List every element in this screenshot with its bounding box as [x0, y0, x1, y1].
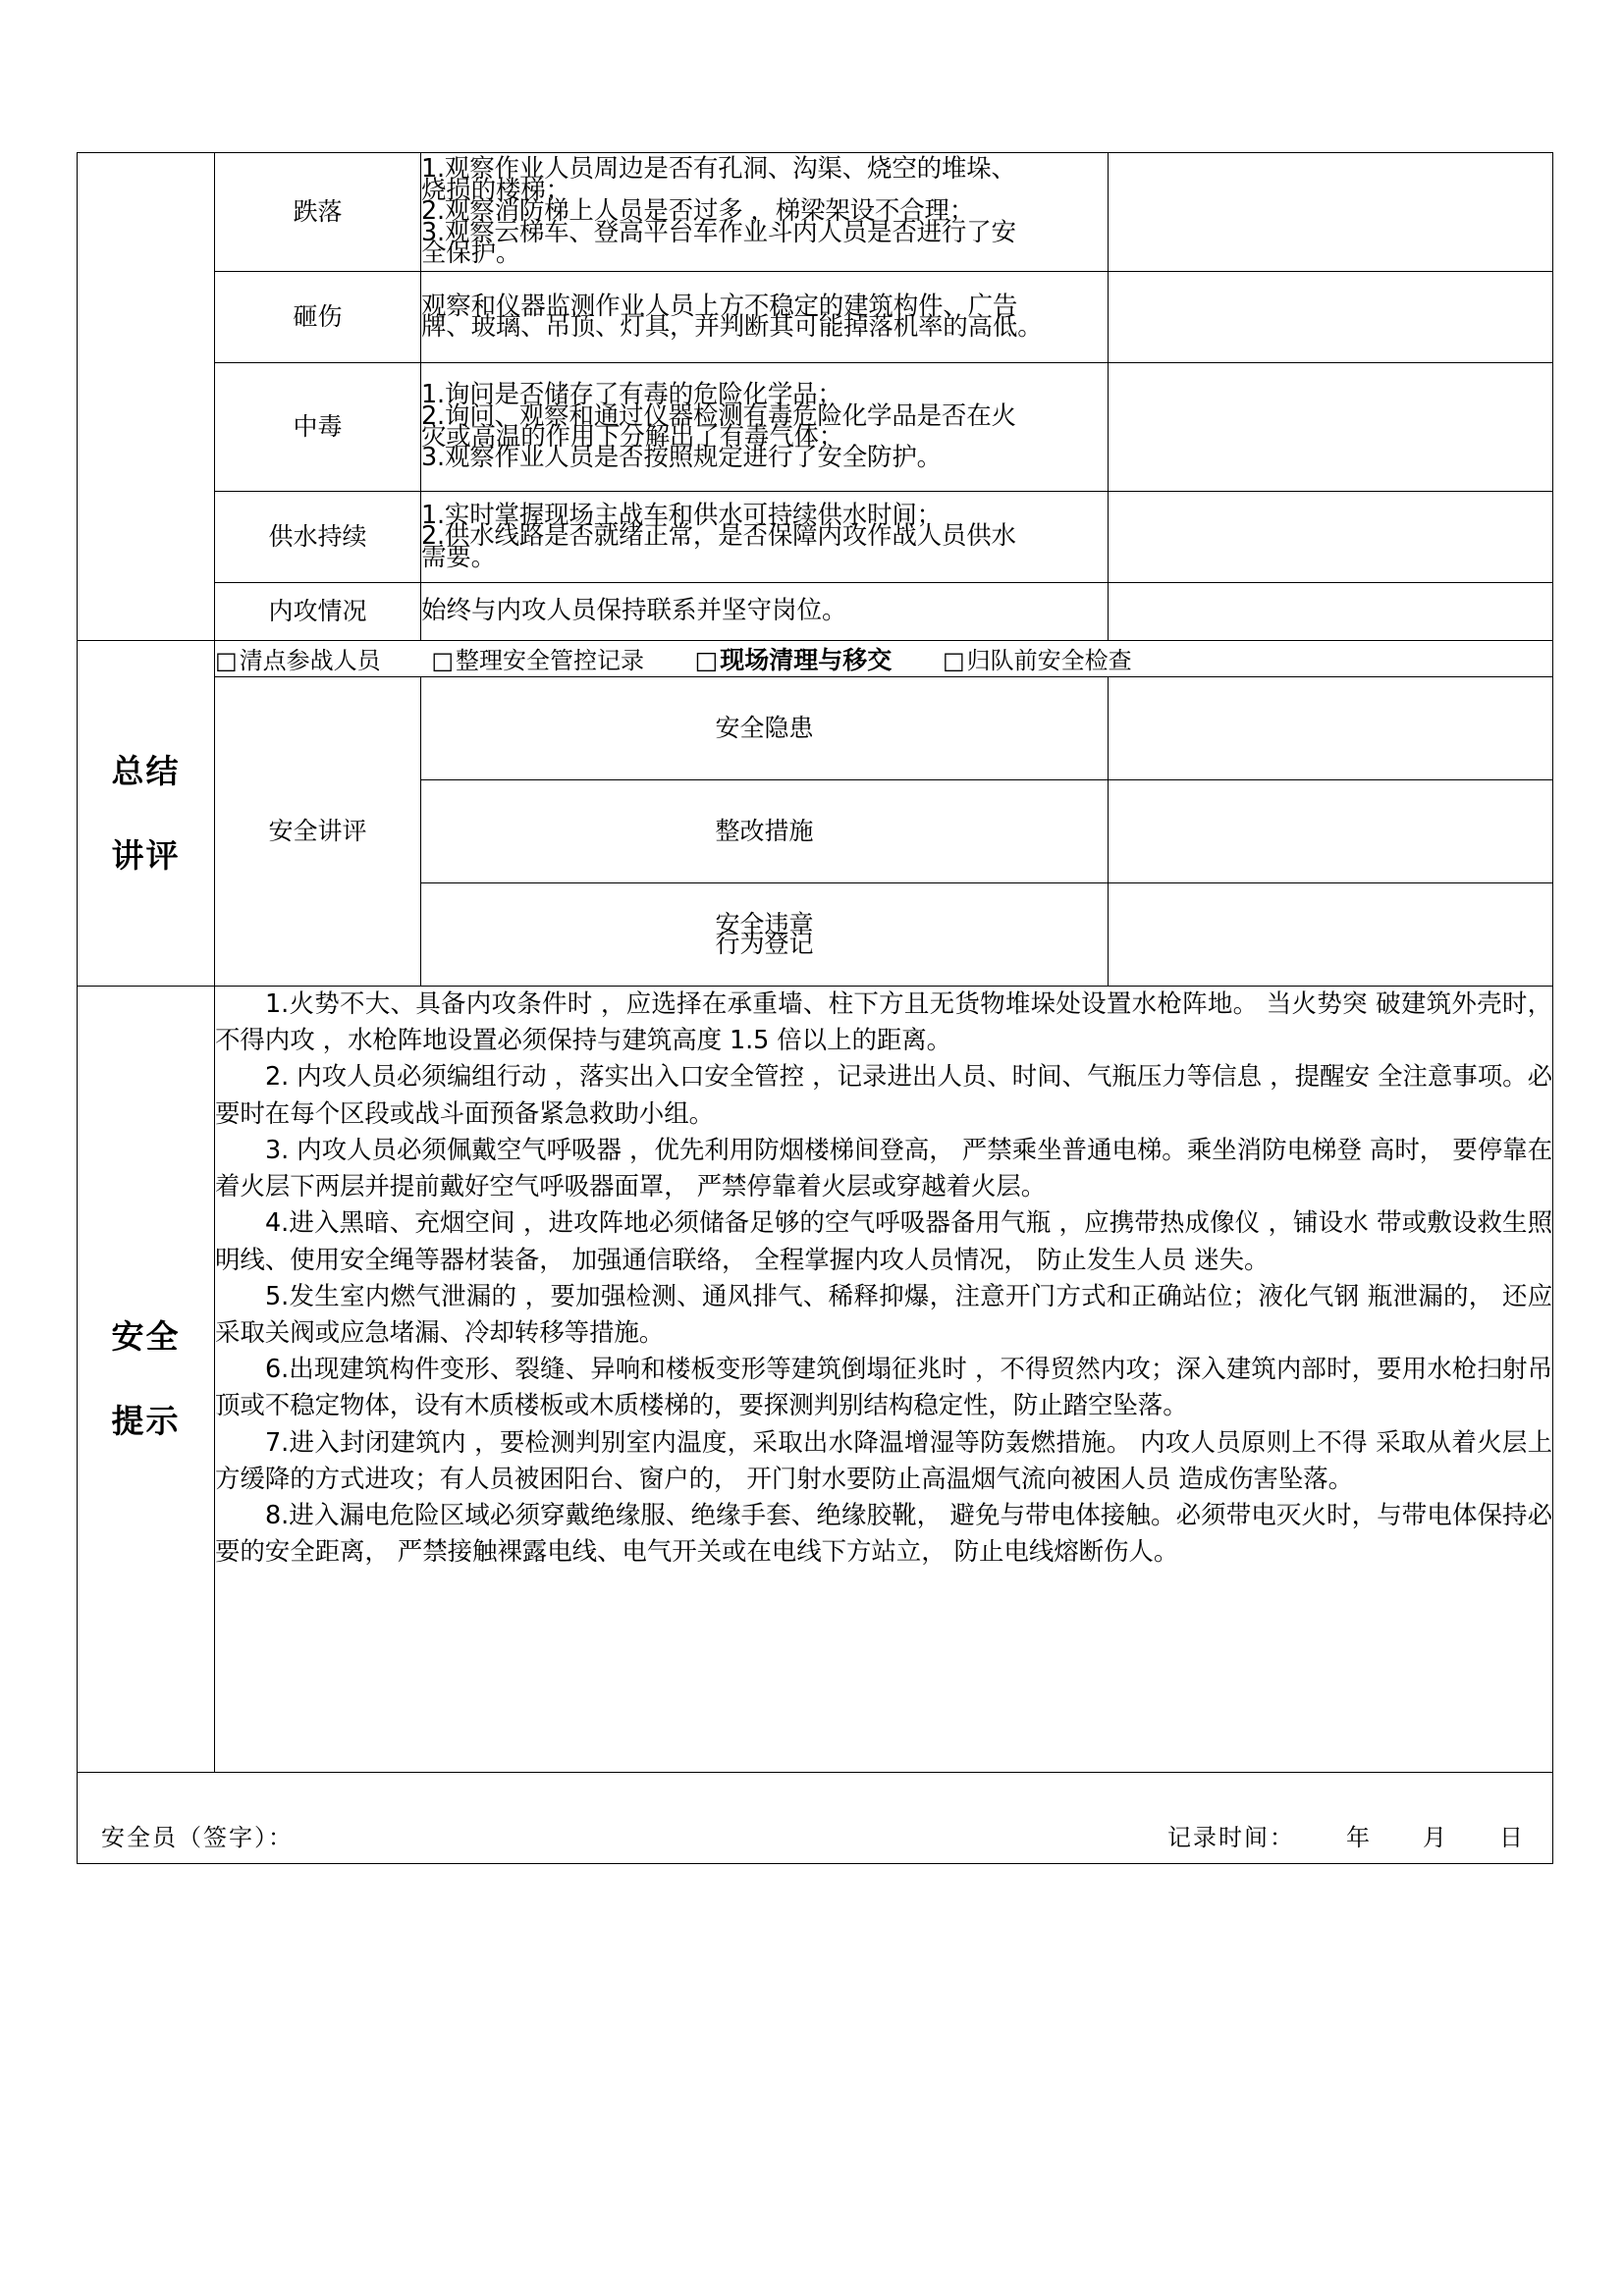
hazard-check-cell[interactable] [1109, 363, 1553, 492]
checkbox-icon[interactable]: □ [215, 647, 238, 674]
form-sheet [77, 152, 1552, 1864]
hazard-desc-line: 1.实时掌握现场主战车和供水可持续供水时间； [421, 500, 942, 530]
table-row-safety-hazard [78, 677, 1553, 780]
safety-tip-paragraph: 8.进入漏电危险区域必须穿戴绝缘服、绝缘手套、绝缘胶靴， 避免与带电体接触。必须带电灭火时，与带电体保持必要的安全距离， 严禁接触裸露电线、电气开关或在电线下方站立， 防止电线熔断伤人。 [215, 1501, 1552, 1568]
checkbox-label: 归队前安全检查 [966, 647, 1132, 674]
safety-tip-paragraph: 4.进入黑暗、充烟空间 ，进攻阵地必须储备足够的空气呼吸器备用气瓶 ，应携带热成像仪 ，铺设水 带或敷设救生照明线、使用安全绳等器材装备， 加强通信联络， 全程掌握内攻人员情况， 防止发生人员 迷失。 [215, 1208, 1552, 1275]
safety-tip-paragraph: 3. 内攻人员必须佩戴空气呼吸器 ，优先利用防烟楼梯间登高， 严禁乘坐普通电梯。乘坐消防电梯登 高时， 要停靠在着火层下两层并提前戴好空气呼吸器面罩， 严禁停靠着火层或穿越着火层。 [215, 1135, 1552, 1202]
corrective-measures-label: 整改措施 [421, 780, 1109, 883]
hazard-name-cell: 内攻情况 [215, 583, 421, 641]
checkbox-label: 清点参战人员 [239, 647, 381, 674]
summary-label-line2: 讲评 [111, 835, 181, 875]
checkbox-icon[interactable]: □ [694, 646, 719, 674]
record-year-label[interactable]: 年 [1346, 1824, 1372, 1851]
hazard-check-cell[interactable] [1109, 583, 1553, 641]
hazard-desc-line: 2.供水线路是否就绪正常，是否保障内攻作战人员供水 [421, 521, 1016, 552]
checkbox-item-count-personnel[interactable] [215, 641, 381, 675]
hazard-desc-line: 1.询问是否储存了有毒的危险化学品； [421, 380, 842, 410]
table-row-safety-tips [78, 987, 1553, 1773]
safety-record-table [77, 152, 1553, 1864]
table-row-hazard-zhongdu [78, 363, 1553, 492]
hazard-desc-line: 2.观察消防梯上人员是否过多 ，梯梁架设不合理； [421, 196, 975, 227]
checkbox-icon[interactable]: □ [942, 647, 965, 674]
safety-tips-label-line1: 安全 [111, 1317, 181, 1357]
violation-registry-label-line1: 安全违章 [715, 909, 814, 938]
hazard-name-cell: 砸伤 [215, 272, 421, 363]
safety-tips-label-line2: 提示 [111, 1402, 181, 1440]
hazard-desc-line: 1.观察作业人员周边是否有孔洞、沟渠、烧空的堆垛、 [421, 154, 1016, 185]
table-row-hazard-zashang [78, 272, 1553, 363]
table-row-footer-signature [78, 1773, 1553, 1864]
violation-registry-label-line2: 行为登记 [715, 930, 814, 958]
record-day-label[interactable]: 日 [1499, 1824, 1525, 1851]
safety-tip-paragraph: 1.火势不大、具备内攻条件时 ，应选择在承重墙、柱下方且无货物堆垛处设置水枪阵地。 当火势突 破建筑外壳时，不得内攻 ，水枪阵地设置必须保持与建筑高度 1.5 倍以上的距离。 [215, 989, 1552, 1056]
checkbox-label: 整理安全管控记录 [456, 647, 645, 674]
safety-officer-signature-label[interactable]: 安全员（签字）： [101, 1824, 294, 1851]
corrective-measures-value[interactable] [1109, 780, 1553, 883]
safety-tips-body [215, 987, 1553, 1773]
table-row-summary-checkboxes [78, 641, 1553, 677]
checkbox-item-pre-return-check[interactable] [943, 641, 1132, 675]
safety-hazard-value[interactable] [1109, 677, 1553, 780]
hazard-check-cell[interactable] [1109, 272, 1553, 363]
hazard-desc-line: 牌、玻璃、吊顶、灯具，并判断其可能掉落机率的高低。 [421, 312, 1043, 342]
hazard-desc-line: 2.询问、观察和通过仪器检测有毒危险化学品是否在火 [421, 400, 1016, 431]
record-time-group [1167, 1818, 1525, 1852]
table-row-hazard-gongshui [78, 492, 1553, 583]
checkbox-icon[interactable]: □ [431, 647, 455, 674]
hazard-desc-line: 烧损的楼梯； [421, 175, 570, 205]
hazard-desc-cell: 始终与内攻人员保持联系并坚守岗位。 [421, 583, 1109, 641]
hazard-desc-line: 3.观察云梯车、登高平台车作业斗内人员是否进行了安 [421, 217, 1016, 247]
footer-signature-row [78, 1773, 1553, 1864]
safety-tip-paragraph: 5.发生室内燃气泄漏的 ，要加强检测、通风排气、稀释抑爆，注意开门方式和正确站位；液化气钢 瓶泄漏的， 还应采取关阀或应急堵漏、冷却转移等措施。 [215, 1281, 1552, 1348]
hazard-desc-cell [421, 272, 1109, 363]
table-row-hazard-neigong [78, 583, 1553, 641]
summary-checkbox-row [215, 641, 1553, 677]
hazard-desc-line: 观察和仪器监测作业人员上方不稳定的建筑构件、广告 [421, 291, 1018, 321]
hazard-desc-line: 灾或高温的作用下分解出了有毒气体； [421, 422, 844, 452]
checkbox-item-site-cleanup[interactable] [695, 641, 893, 676]
violation-registry-value[interactable] [1109, 883, 1553, 987]
hazard-check-cell[interactable] [1109, 492, 1553, 583]
hazard-desc-line: 全保护。 [421, 239, 521, 269]
safety-tip-paragraph: 2. 内攻人员必须编组行动 ，落实出入口安全管控 ，记录进出人员、时间、气瓶压力等信息 ，提醒安 全注意事项。必要时在每个区段或战斗面预备紧急救助小组。 [215, 1062, 1552, 1129]
record-time-label: 记录时间： [1167, 1824, 1295, 1851]
hazard-desc-cell [421, 363, 1109, 492]
record-month-label[interactable]: 月 [1423, 1824, 1448, 1851]
summary-section-label [78, 641, 215, 987]
hazard-desc-line: 3.观察作业人员是否按照规定进行了安全防护。 [421, 443, 942, 473]
hazard-check-cell[interactable] [1109, 153, 1553, 272]
hazard-name-cell: 中毒 [215, 363, 421, 492]
hazard-name-cell: 供水持续 [215, 492, 421, 583]
checkbox-label: 现场清理与移交 [720, 646, 893, 674]
hazard-desc-cell [421, 153, 1109, 272]
hazard-group-label-cell [78, 153, 215, 641]
violation-registry-label [421, 883, 1109, 987]
checkbox-item-organize-records[interactable] [431, 641, 644, 675]
safety-hazard-label: 安全隐患 [421, 677, 1109, 780]
hazard-name-cell: 跌落 [215, 153, 421, 272]
table-row-hazard-diedluo [78, 153, 1553, 272]
safety-review-label: 安全讲评 [215, 677, 421, 987]
safety-tips-label [78, 987, 215, 1773]
safety-tip-paragraph: 7.进入封闭建筑内 ，要检测判别室内温度，采取出水降温增湿等防轰燃措施。 内攻人员原则上不得 采取从着火层上方缓降的方式进攻；有人员被困阳台、窗户的， 开门射水要防止高温烟气流向被困人员 造成伤害坠落。 [215, 1427, 1552, 1494]
hazard-desc-cell [421, 492, 1109, 583]
safety-tip-paragraph: 6.出现建筑构件变形、裂缝、异响和楼板变形等建筑倒塌征兆时 ，不得贸然内攻；深入建筑内部时，要用水枪扫射吊顶或不稳定物体，设有木质楼板或木质楼梯的，要探测判别结构稳定性，防止踏空坠落。 [215, 1355, 1552, 1421]
summary-label-line1: 总结 [111, 751, 181, 790]
hazard-desc-line: 需要。 [421, 542, 496, 572]
